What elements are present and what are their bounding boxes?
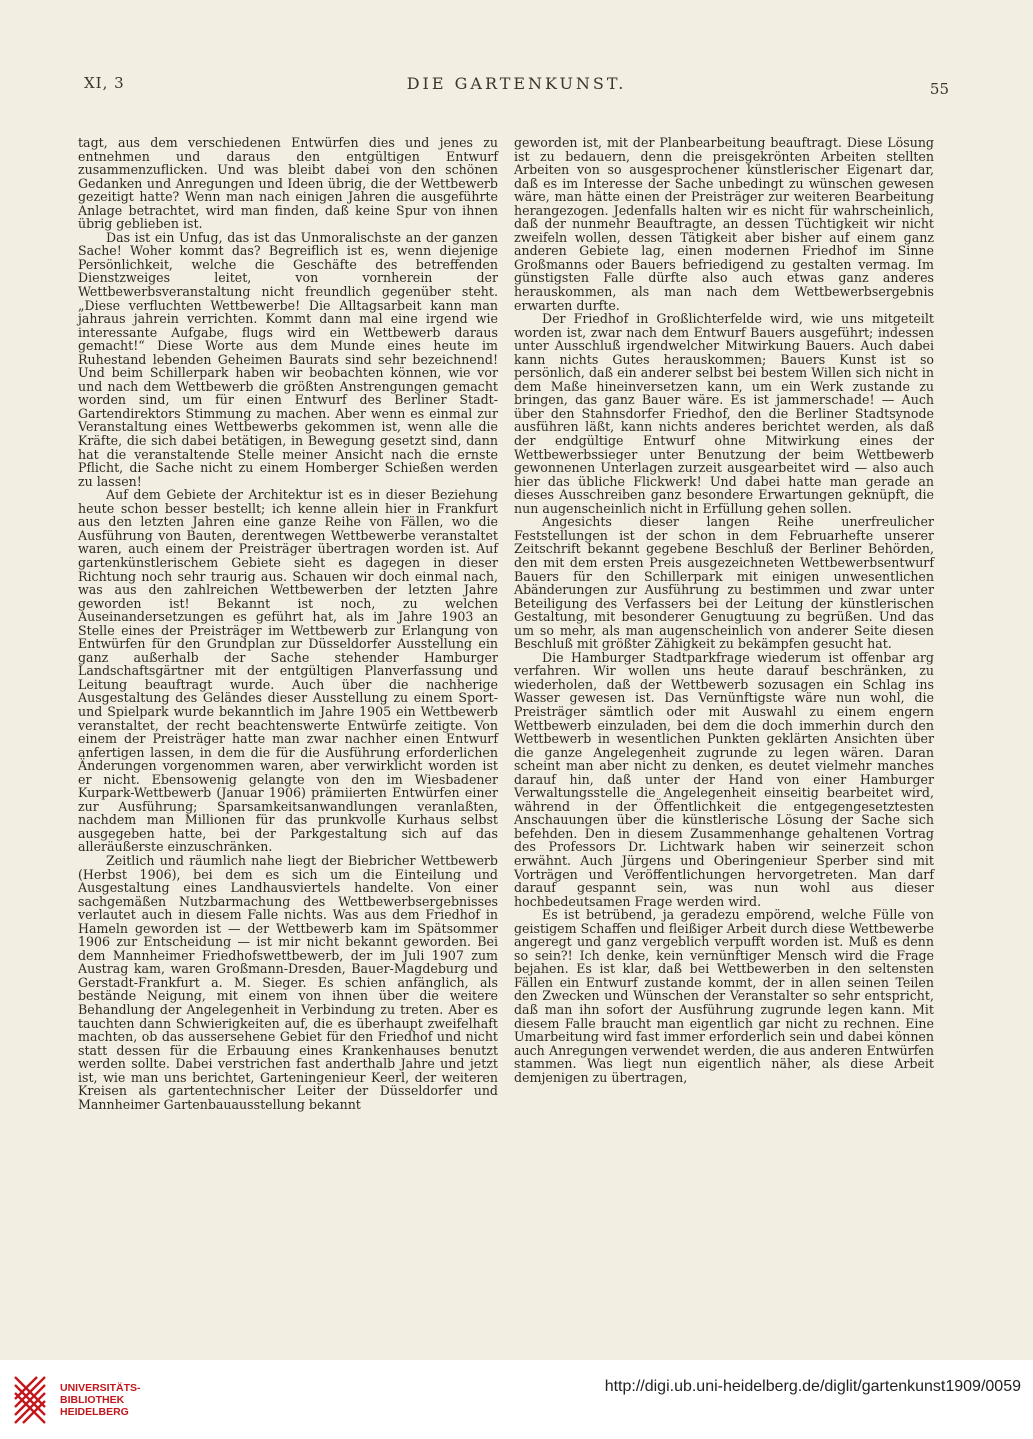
page-number: 55	[929, 80, 949, 98]
library-name: UNIVERSITÄTS- BIBLIOTHEK HEIDELBERG	[60, 1382, 141, 1418]
paragraph: tagt, aus dem verschiedenen Entwürfen dies und jenes zu entnehmen und daraus den entgültigen Entwurf zusammenzuflicken. Und was bleibt dabei von den schönen Gedanken und Anregungen und Ideen übrig, die der Wettbewerb gezeitigt hatte? Wenn man nach einigen Jahren die ausgeführte Anlage betrachtet, wird man finden, daß keine Spur von ihnen übrig geblieben ist.	[78, 135, 498, 232]
right-column	[514, 136, 934, 1084]
paragraph: geworden ist, mit der Planbearbeitung beauftragt. Diese Lösung ist zu bedauern, denn die preisgekrönten Arbeiten stellten Arbeiten von so ausgesprochener künstlerischer Eigenart dar, daß es im Interesse der Sache unbedingt zu wünschen gewesen wäre, man hätte einen der Preisträger zur weiteren Bearbeitung herangezogen. Jedenfalls halten wir es nicht für wahrscheinlich, daß der nunmehr Beauftragte, an dessen Tüchtigkeit wir nicht zweifeln wollen, dessen Tätigkeit aber bisher auf einem ganz anderen Gebiete lag, einen modernen Friedhof im Sinne Großmanns oder Bauers befriedigend zu gestalten vermag. Im günstigsten Falle dürfte also auch etwas ganz anderes herauskommen, als man nach dem Wettbewerbsergebnis erwarten durfte.	[514, 135, 934, 313]
journal-title: DIE GARTENKUNST.	[406, 74, 627, 93]
paragraph: Die Hamburger Stadtparkfrage wiederum ist offenbar arg verfahren. Wir wollen uns heute darauf beschränken, zu wiederholen, daß der Wettbewerb sozusagen ein Schlag ins Wasser gewesen ist. Das Vernünftigste wäre nun wohl, die Preisträger sämtlich oder mit Auswahl zu einem engern Wettbewerb einzuladen, bei dem die doch immerhin durch den Wettbewerb in wesentlichen Punkten geklärten Ansichten über die ganze Angelegenheit zugrunde zu legen wären. Daran scheint man aber nicht zu denken, es deutet vielmehr manches darauf hin, daß unter der Hand von einer Hamburger Verwaltungsstelle die Angelegenheit einseitig bearbeitet wird, während in der Öffentlichkeit die entgegengesetztesten Anschauungen über die künstlerische Lösung der Sache sich befehden. Den in diesem Zusammenhange gehaltenen Vortrag des Professors Dr. Lichtwark haben wir seinerzeit schon erwähnt. Auch Jürgens und Oberingenieur Sperber sind mit Vorträgen und Veröffentlichungen hervorgetreten. Man darf darauf gespannt sein, was nun wohl aus dieser hochbedeutsamen Frage werden wird.	[514, 649, 934, 909]
paragraph: Der Friedhof in Großlichterfelde wird, wie uns mitgeteilt worden ist, zwar nach dem Entwurf Bauers ausgeführt; indessen unter Ausschluß irgendwelcher Mitwirkung Bauers. Auch dabei kann nichts Gutes herauskommen; Bauers Kunst ist so persönlich, daß ein anderer selbst bei bestem Willen sich nicht in dem Maße hineinversetzen kann, um ein Werk zustande zu bringen, das ganz Bauer wäre. Es ist jammerschade! — Auch über den Stahnsdorfer Friedhof, den die Berliner Stadtsynode ausführen läßt, kann nichts anderes berichtet werden, als daß der endgültige Entwurf ohne Mitwirkung eines der Wettbewerbssieger unter Benutzung der beim Wettbewerb gewonnenen Unterlagen zurzeit ausgearbeitet wird — also auch hier das übliche Flickwerk! Und dabei hatte man gerade an dieses Ausschreiben ganz besondere Erwartungen geknüpft, die nun augenscheinlich nicht in Erfüllung gehen sollen.	[514, 311, 934, 516]
paragraph: Auf dem Gebiete der Architektur ist es in dieser Beziehung heute schon besser bestellt; ich kenne allein hier in Frankfurt aus den letzten Jahren eine ganze Reihe von Fällen, wo die Ausführung von Bauten, derentwegen Wettbewerbe veranstaltet waren, auch einem der Preisträger übertragen worden ist. Auf gartenkünstlerischem Gebiete sieht es dagegen in dieser Richtung noch sehr traurig aus. Schauen wir doch einmal nach, was aus den zahlreichen Wettbewerben der letzten Jahre geworden ist! Bekannt ist noch, zu welchen Auseinandersetzungen es geführt hat, als im Jahre 1903 an Stelle eines der Preisträger im Wettbewerb zur Erlangung von Entwürfen für den Grundplan zur Düsseldorfer Ausstellung ein ganz außerhalb der Sache stehender Hamburger Landschaftsgärtner mit der entgültigen Planverfassung und Leitung beauftragt wurde. Auch über die nachherige Ausgestaltung des Geländes dieser Ausstellung zu einem Sport- und Spielpark wurde bekanntlich im Jahre 1905 ein Wettbewerb veranstaltet, der recht beachtenswerte Entwürfe zeitigte. Von einem der Preisträger hatte man zwar nachher einen Entwurf anfertigen lassen, in dem die für die Ausführung erforderlichen Änderungen vorgenommen waren, aber verwirklicht worden ist er nicht. Ebensowenig gelangte von den im Wiesbadener Kurpark-Wettbewerb (Januar 1906) prämiierten Entwürfen einer zur Ausführung; Sparsamkeitsanwandlungen veranlaßten, nachdem man Millionen für das prunkvolle Kurhaus selbst ausgegeben hatte, bei der Parkgestaltung sich auf das alleräußerste einzuschränken.	[78, 487, 498, 855]
paragraph: Zeitlich und räumlich nahe liegt der Biebricher Wettbewerb (Herbst 1906), bei dem es sich um die Einteilung und Ausgestaltung eines Landhausviertels handelte. Von einer sachgemäßen Nutzbarmachung des Wettbewerbsergebnisses verlautet auch in diesem Falle nichts. Was aus dem Friedhof in Hameln geworden ist — der Wettbewerb kam im Spätsommer 1906 zur Entscheidung — ist mir nicht bekannt geworden. Bei dem Mannheimer Friedhofswettbewerb, der im Juli 1907 zum Austrag kam, waren Großmann-Dresden, Bauer-Magdeburg und Gerstadt-Frankfurt a. M. Sieger. Es schien anfänglich, als bestände Neigung, mit einem von ihnen über die weitere Behandlung der Angelegenheit in Verbindung zu treten. Aber es tauchten dann Schwierigkeiten auf, die es überhaupt zweifelhaft machten, ob das aussersehene Gebiet für den Friedhof und nicht statt dessen für die Erbauung eines Krankenhauses benutzt werden sollte. Dabei verstrichen fast anderthalb Jahre und jetzt ist, wie man uns berichtet, Garteningenieur Keerl, der weiteren Kreisen als gartentechnischer Leiter der Düsseldorfer und Mannheimer Gartenbauausstellung bekannt	[78, 852, 498, 1112]
volume-issue: XI, 3	[84, 74, 125, 92]
source-url-link[interactable]: http://digi.ub.uni-heidelberg.de/diglit/gartenkunst1909/0059	[604, 1378, 1021, 1395]
footer	[0, 1360, 1033, 1439]
paragraph: Angesichts dieser langen Reihe unerfreulicher Feststellungen ist der schon in dem Februarhefte unserer Zeitschrift bekannt gegebene Beschluß der Berliner Behörden, den mit dem ersten Preis ausgezeichneten Wettbewerbsentwurf Bauers für den Schillerpark mit einigen unwesentlichen Abänderungen zur Ausführung zu bestimmen und zwar unter Beteiligung des Verfassers bei der Leitung der künstlerischen Gestaltung, mit besonderer Genugtuung zu begrüßen. Und das um so mehr, als man augenscheinlich von anderer Seite diesen Beschluß mit größter Zähigkeit zu bekämpfen gesucht hat.	[514, 514, 934, 652]
running-head	[0, 74, 1033, 98]
paragraph: Es ist betrübend, ja geradezu empörend, welche Fülle von geistigem Schaffen und fleißiger Arbeit durch diese Wettbewerbe angeregt und ganz vergeblich verpufft worden ist. Muß es denn so sein?! Ich denke, kein vernünftiger Mensch wird die Frage bejahen. Es ist klar, daß bei Wettbewerben in den seltensten Fällen ein Entwurf zustande kommt, der in allen seinen Teilen den Zwecken und Wünschen der Veranstalter so sehr entspricht, daß man ihn sofort der Ausführung zugrunde legen kann. Mit diesem Falle braucht man eigentlich gar nicht zu rechnen. Eine Umarbeitung wird fast immer erforderlich sein und dabei können auch Anregungen verwendet werden, die aus anderen Entwürfen stammen. Was liegt nun eigentlich näher, als diese Arbeit demjenigen zu übertragen,	[514, 907, 934, 1085]
left-column	[78, 136, 498, 1111]
library-logo-icon	[10, 1368, 50, 1430]
paragraph: Das ist ein Unfug, das ist das Unmoralischste an der ganzen Sache! Woher kommt das? Begreiflich ist es, wenn diejenige Persönlichkeit, welche die Geschäfte des betreffenden Dienstzweiges leitet, von vornherein der Wettbewerbsveranstaltung nicht freundlich gegenüber steht. „Diese verfluchten Wettbewerbe! Die Alltagsarbeit kann man jahraus jahrein verrichten. Kommt dann mal eine irgend wie interessante Aufgabe, flugs wird ein Wettbewerb daraus gemacht!“ Diese Worte aus dem Munde eines heute im Ruhestand lebenden Geheimen Baurats sind sehr bezeichnend! Und beim Schillerpark haben wir beobachten können, wie vor und nach dem Wettbewerb die größten Anstrengungen gemacht worden sind, um für einen Entwurf des Berliner Stadt-Gartendirektors Stimmung zu machen. Aber wenn es einmal zur Veranstaltung eines Wettbewerbs gekommen ist, wenn alle die Kräfte, die sich dabei betätigen, in Bewegung gesetzt sind, dann hat die veranstaltende Stelle meiner Ansicht nach die ernste Pflicht, die Sache nicht zu einem Homberger Schießen werden zu lassen!	[78, 229, 498, 489]
